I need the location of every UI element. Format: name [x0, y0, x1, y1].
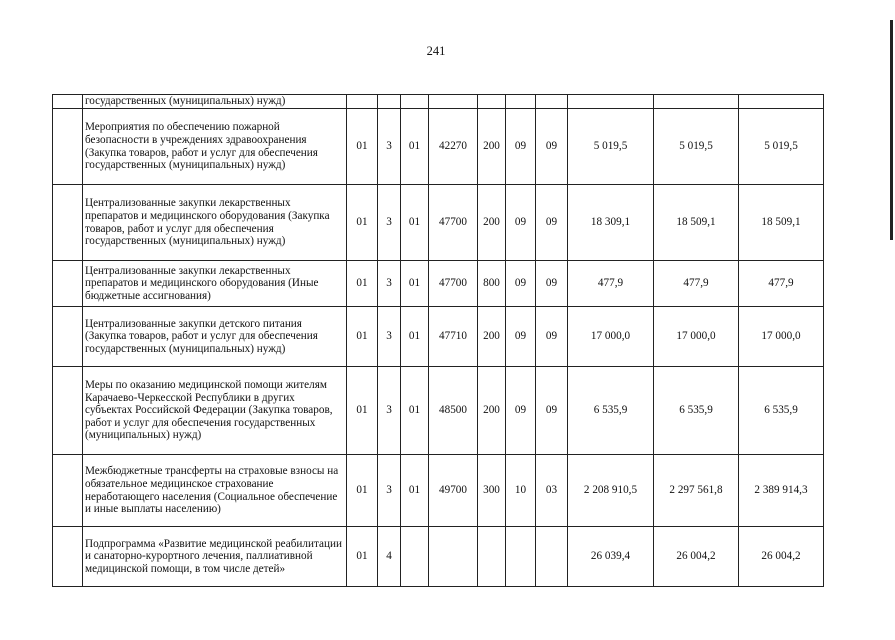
- row-name: Централизованные закупки лекарственных препаратов и медицинского оборудования (Иные бюджетные ассигнования): [83, 261, 347, 307]
- table-row: Централизованные закупки детского питания (Закупка товаров, работ и услуг для обеспечения государственных (муниципальных) нужд) 01 3 01 47710 200 09 09 17 000,0 17 000,0 17 000,0: [53, 307, 824, 367]
- row-name: Централизованные закупки лекарственных препаратов и медицинского оборудования (Закупка товаров, работ и услуг для обеспечения государственных (муниципальных) нужд): [83, 185, 347, 261]
- row-name: Меры по оказанию медицинской помощи жителям Карачаево-Черкесской Республики в других субъектах Российской Федерации (Закупка товаров, работ и услуг для обеспечения государственных (муниципальных) нужд): [83, 367, 347, 455]
- table-row: [53, 95, 824, 109]
- table-row: Меры по оказанию медицинской помощи жителям Карачаево-Черкесской Республики в других субъектах Российской Федерации (Закупка товаров, работ и услуг для обеспечения государственных (муниципальных) нужд) 01 3 01 48500 200 09 09 6 535,9 6 535,9 6 535,9: [53, 367, 824, 455]
- table-row: Мероприятия по обеспечению пожарной безопасности в учреждениях здравоохранения (Закупка товаров, работ и услуг для обеспечения государственных (муниципальных) нужд) 01 3 01 42270 200 09 09 5 019,5 5 019,5 5 019,5: [53, 109, 824, 185]
- row-name: Подпрограмма «Развитие медицинской реабилитации и санаторно-курортного лечения, паллиативной медицинской помощи, в том числе детей»: [83, 527, 347, 587]
- page-number: 241: [426, 44, 446, 58]
- row-name: Мероприятия по обеспечению пожарной безопасности в учреждениях здравоохранения (Закупка товаров, работ и услуг для обеспечения государственных (муниципальных) нужд): [83, 109, 347, 185]
- row-name: Централизованные закупки детского питания (Закупка товаров, работ и услуг для обеспечения государственных (муниципальных) нужд): [83, 307, 347, 367]
- table-row: Централизованные закупки лекарственных препаратов и медицинского оборудования (Закупка товаров, работ и услуг для обеспечения государственных (муниципальных) нужд) 01 3 01 47700 200 09 09 18 309,1 18 509,1 18 509,1: [53, 185, 824, 261]
- page-edge-mark: [890, 20, 893, 240]
- row-name: государственных (муниципальных) нужд): [83, 95, 347, 109]
- budget-table: [52, 94, 824, 587]
- table-row: Межбюджетные трансферты на страховые взносы на обязательное медицинское страхование неработающего населения (Социальное обеспечение и иные выплаты населению) 01 3 01 49700 300 10 03 2 208 910,5 2 297 561,8 2 389 914,3: [53, 455, 824, 527]
- table-row: Централизованные закупки лекарственных препаратов и медицинского оборудования (Иные бюджетные ассигнования) 01 3 01 47700 800 09 09 477,9 477,9 477,9: [53, 261, 824, 307]
- row-name: Межбюджетные трансферты на страховые взносы на обязательное медицинское страхование неработающего населения (Социальное обеспечение и иные выплаты населению): [83, 455, 347, 527]
- table-row: Подпрограмма «Развитие медицинской реабилитации и санаторно-курортного лечения, паллиативной медицинской помощи, в том числе детей» 01 4 26 039,4 26 004,2 26 004,2: [53, 527, 824, 587]
